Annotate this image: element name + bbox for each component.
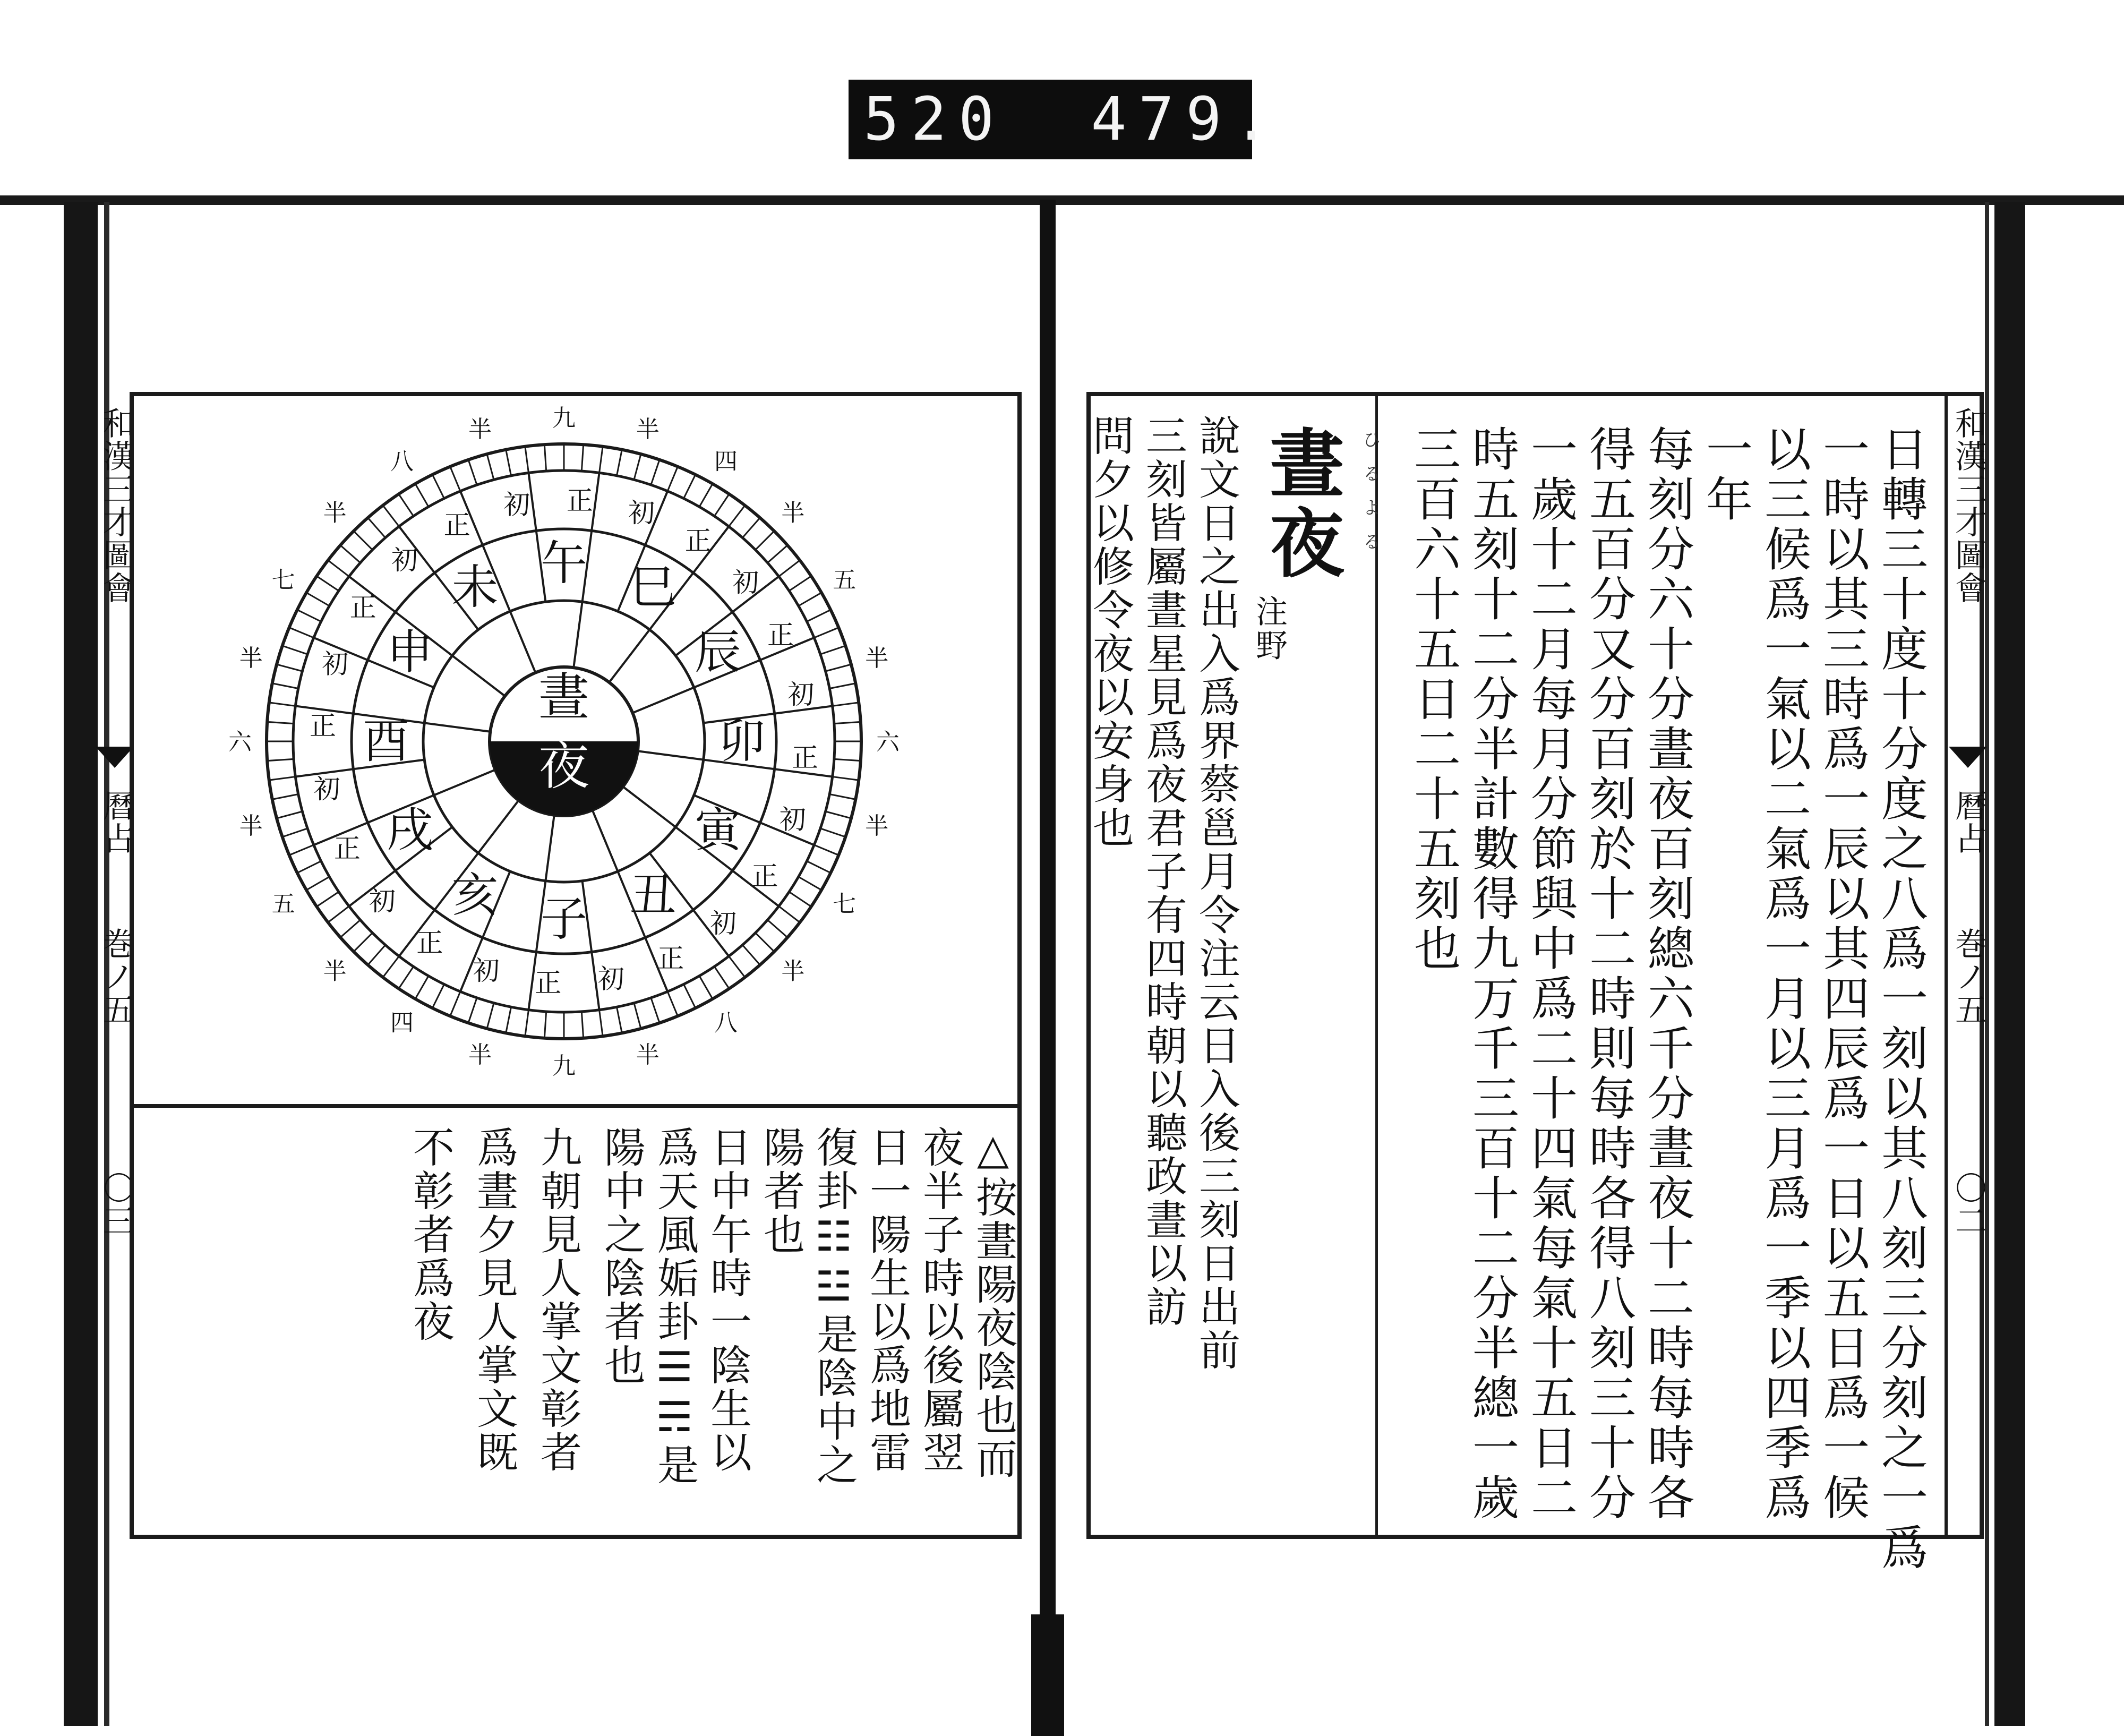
heading-title: 晝夜	[1257, 425, 1344, 584]
outer-hour-label: 七	[271, 567, 295, 594]
heading-separator	[1375, 396, 1378, 1535]
dial-tick	[814, 628, 838, 638]
branch-label: 卯	[718, 714, 766, 768]
sub-hour-marker: 初	[473, 955, 500, 986]
sub-hour-marker: 正	[767, 619, 794, 651]
sub-hour-marker: 初	[628, 498, 655, 529]
dial-tick	[767, 920, 787, 937]
outer-hour-label: 半	[468, 1041, 492, 1069]
outer-hour-label: 七	[833, 891, 857, 918]
outer-hour-label: 六	[228, 729, 252, 756]
sub-hour-marker: 初	[369, 886, 396, 917]
branch-label: 巳	[629, 559, 676, 614]
dial-tick	[807, 861, 830, 873]
left-margin-strip	[96, 396, 134, 1538]
outer-hour-label: 九	[552, 405, 576, 432]
sub-hour-marker: 正	[333, 833, 361, 865]
dial-tick	[450, 467, 460, 491]
main-col-5: 每刻分六十分晝夜百刻總六千分晝夜十二時每時各	[1640, 425, 1695, 1523]
left-binding-edge	[64, 202, 98, 1726]
dial-tick	[277, 811, 302, 818]
dial-tick	[756, 933, 774, 952]
dial-tick	[306, 593, 329, 606]
commentary-col-1: △按晝陽夜陰也而	[969, 1126, 1017, 1481]
outer-hour-label: 五	[833, 567, 857, 594]
dial-tick	[267, 722, 294, 723]
sub-hour-marker: 正	[751, 860, 778, 892]
main-col-4: 一年	[1699, 425, 1753, 525]
dial-tick	[272, 683, 298, 689]
dial-tick	[779, 906, 800, 922]
dial-tick	[328, 906, 349, 922]
dial-tick	[634, 1003, 641, 1029]
main-col-2: 一時以其三時爲一辰以其四辰爲一日以五日爲一候	[1815, 425, 1870, 1523]
dial-tick	[487, 454, 494, 480]
sub-hour-marker: 初	[391, 544, 418, 576]
day-night-dial	[134, 396, 1017, 1104]
sub-hour-marker: 正	[657, 943, 684, 974]
dial-tick	[432, 475, 444, 499]
dial-tick	[432, 984, 444, 1008]
dial-tick	[277, 664, 302, 671]
shuowen-col-2: 三刻皆屬晝星見爲夜君子有四時朝以聽政晝以訪	[1139, 414, 1187, 1329]
dial-tick	[599, 1010, 603, 1037]
left-margin-fishtail	[96, 747, 134, 768]
left-margin-volume: 巻ノ五	[98, 927, 135, 1026]
branch-label: 子	[540, 892, 588, 946]
branch-label: 戌	[386, 802, 433, 858]
outer-hour-label: 六	[876, 729, 900, 756]
main-col-7: 一歲十二月每月分節與中爲二十四氣每氣十五日二	[1523, 425, 1578, 1523]
outer-hour-label: 五	[271, 891, 295, 918]
sub-hour-marker: 正	[443, 509, 470, 541]
dial-tick	[297, 861, 321, 873]
dial-tick	[297, 610, 321, 621]
sub-hour-marker: 正	[535, 968, 562, 999]
dial-tick	[415, 976, 429, 999]
dial-tick	[340, 545, 361, 563]
branch-label: 申	[386, 625, 433, 680]
dial-tick	[282, 646, 307, 654]
diagram-area	[134, 396, 1017, 1108]
branch-label: 午	[540, 536, 588, 591]
dial-tick	[616, 1007, 622, 1033]
dial-tick	[269, 703, 296, 706]
center-day-label: 晝	[538, 668, 589, 727]
scan-number-right: 479.	[1091, 85, 1281, 154]
main-col-1: 日轉三十度十分度之八爲一刻以其八刻三分刻之一爲	[1874, 425, 1929, 1573]
dial-tick	[306, 877, 329, 890]
outer-hour-label: 半	[468, 415, 492, 443]
left-margin-section: 曆占	[98, 789, 135, 855]
dial-tick	[399, 967, 414, 989]
dial-tick	[506, 450, 511, 476]
outer-hour-label: 半	[781, 957, 805, 985]
dial-tick	[729, 956, 744, 978]
dial-tick	[399, 494, 414, 516]
sub-hour-marker: 正	[416, 927, 443, 959]
center-gutter	[1040, 200, 1056, 1736]
dial-tick	[544, 444, 546, 471]
sub-hour-marker: 初	[322, 648, 349, 680]
main-col-3: 以三候爲一氣以二氣爲一月以三月爲一季以四季爲	[1757, 425, 1812, 1523]
outer-hour-label: 半	[636, 415, 660, 443]
left-margin-title: 和漢三才圖會	[98, 407, 135, 604]
dial-tick	[826, 811, 851, 818]
dial-tick	[616, 450, 622, 476]
outer-hour-label: 八	[714, 1009, 738, 1037]
branch-label: 丑	[629, 868, 676, 923]
outer-hour-label: 四	[390, 1009, 414, 1037]
dial-tick	[450, 991, 460, 1016]
sub-hour-marker: 初	[787, 679, 815, 711]
dial-tick	[742, 945, 760, 965]
dial-tick	[272, 794, 298, 799]
dial-tick	[525, 447, 529, 473]
outer-hour-label: 八	[390, 448, 414, 475]
dial-tick	[684, 475, 696, 499]
dial-tick	[634, 454, 641, 480]
dial-tick	[699, 976, 713, 999]
commentary-col-8: 陽中之陰者也	[597, 1126, 645, 1387]
dial-tick	[415, 484, 429, 507]
branch-label: 未	[451, 559, 499, 614]
dial-tick	[684, 984, 696, 1008]
sub-hour-marker: 初	[503, 489, 530, 520]
outer-hour-label: 半	[865, 645, 889, 672]
dial-tick	[742, 518, 760, 538]
sub-hour-marker: 正	[792, 742, 819, 773]
outer-hour-label: 半	[323, 957, 347, 985]
right-margin-strip	[1945, 396, 1985, 1538]
dial-tick	[581, 444, 583, 471]
dial-tick	[599, 447, 603, 473]
right-margin-volume: 巻ノ五	[1950, 927, 1987, 1026]
dial-tick	[834, 722, 861, 723]
dial-tick	[383, 956, 399, 978]
dial-tick	[368, 945, 386, 965]
outer-hour-label: 半	[323, 499, 347, 527]
commentary-col-9: 九朝見人掌文彰者	[534, 1126, 581, 1474]
right-binding-edge	[1994, 202, 2025, 1726]
dial-tick	[829, 794, 855, 799]
outer-hour-label: 四	[714, 448, 738, 475]
dial-tick	[779, 560, 800, 576]
sub-hour-marker: 初	[313, 773, 340, 805]
heading-reading: ひるよる	[1359, 430, 1381, 566]
sub-hour-marker: 正	[349, 592, 376, 623]
outer-hour-label: 半	[636, 1041, 660, 1069]
scan-label	[849, 80, 1281, 159]
main-col-8: 時五刻十二分半計數得九万千三百十二分半總一歲	[1465, 425, 1520, 1523]
dial-tick	[834, 759, 861, 760]
dial-tick	[289, 628, 314, 638]
dial-tick	[468, 460, 477, 485]
dial-tick	[729, 506, 744, 527]
dial-tick	[506, 1007, 511, 1033]
main-col-9: 三百六十五日二十五刻也	[1407, 425, 1461, 974]
commentary-col-3: 日一陽生以爲地雷	[863, 1126, 911, 1474]
dial-tick	[383, 506, 399, 527]
sub-hour-marker: 正	[309, 711, 336, 742]
sub-hour-marker: 初	[710, 908, 737, 939]
gutter-foot	[1031, 1614, 1064, 1736]
sub-hour-marker: 初	[732, 567, 759, 598]
dial-tick	[316, 576, 339, 591]
dial-tick	[368, 518, 386, 538]
main-col-6: 得五百分又分百刻於十二時則每時各得八刻三十分	[1582, 425, 1637, 1523]
dial-tick	[833, 777, 859, 781]
dial-tick	[807, 610, 830, 621]
right-margin-section: 曆占	[1950, 789, 1987, 855]
shuowen-col-3: 問夕以修令夜以安身也	[1086, 414, 1134, 850]
sub-hour-marker: 初	[597, 963, 624, 995]
dial-tick	[468, 998, 477, 1023]
dial-tick	[820, 828, 845, 837]
commentary-col-10: 爲晝夕見人掌文既	[470, 1126, 518, 1474]
right-margin-fishtail	[1949, 747, 1987, 768]
left-margin-folio: 〇三	[98, 1171, 135, 1237]
dial-tick	[581, 1012, 583, 1038]
dial-tick	[699, 484, 713, 507]
commentary-col-5: 陽者也	[757, 1126, 804, 1256]
dial-tick	[799, 593, 821, 606]
heading-note: 注野	[1251, 595, 1288, 663]
outer-hour-label: 半	[781, 499, 805, 527]
dial-tick	[340, 920, 361, 937]
dial-tick	[316, 892, 339, 907]
sub-hour-marker: 初	[779, 804, 806, 835]
right-margin-title: 和漢三才圖會	[1950, 407, 1987, 604]
dial-tick	[814, 845, 838, 855]
outer-hour-label: 半	[239, 645, 263, 672]
branch-label: 酉	[362, 714, 410, 768]
dial-tick	[789, 576, 811, 591]
outer-hour-label: 九	[552, 1053, 576, 1080]
shuowen-col-1: 說文日之出入爲界蔡邕月令注云日入後三刻日出前	[1192, 414, 1240, 1372]
dial-tick	[767, 545, 787, 563]
dial-tick	[789, 892, 811, 907]
branch-label: 辰	[695, 625, 742, 680]
dial-tick	[667, 467, 678, 491]
dial-tick	[714, 494, 729, 516]
dial-tick	[829, 683, 855, 689]
dial-tick	[354, 531, 372, 550]
commentary-col-11: 不彰者爲夜	[406, 1126, 454, 1344]
dial-tick	[282, 828, 307, 837]
book-top-edge	[0, 195, 2124, 205]
dial-tick	[487, 1003, 494, 1029]
dial-tick	[826, 664, 851, 671]
dial-tick	[328, 560, 349, 576]
dial-tick	[756, 531, 774, 550]
outer-hour-label: 半	[865, 812, 889, 840]
dial-tick	[544, 1012, 546, 1038]
dial-tick	[714, 967, 729, 989]
branch-label: 寅	[695, 802, 742, 858]
outer-hour-label: 半	[239, 812, 263, 840]
dial-tick	[833, 703, 859, 706]
right-margin-folio: 〇二	[1950, 1171, 1987, 1237]
sub-hour-marker: 正	[684, 525, 712, 557]
dial-tick	[667, 991, 678, 1016]
commentary-col-4: 復卦☷☳是陰中之	[810, 1126, 858, 1487]
commentary-col-6: 日中午時一陰生以	[704, 1126, 751, 1474]
dial-tick	[267, 759, 294, 760]
dial-tick	[651, 460, 660, 485]
dial-tick	[651, 998, 660, 1023]
dial-tick	[820, 646, 845, 654]
sub-hour-marker: 正	[566, 485, 593, 516]
dial-tick	[289, 845, 314, 855]
dial-tick	[525, 1010, 529, 1037]
commentary-col-2: 夜半子時以後屬翌	[916, 1126, 964, 1474]
commentary-col-7: 爲天風姤卦☰☴是	[650, 1126, 698, 1487]
scan-number-left: 520	[863, 85, 1006, 154]
center-night-label: 夜	[538, 737, 589, 796]
dial-tick	[799, 877, 821, 890]
dial-tick	[354, 933, 372, 952]
dial-tick	[269, 777, 296, 781]
branch-label: 亥	[451, 868, 499, 923]
